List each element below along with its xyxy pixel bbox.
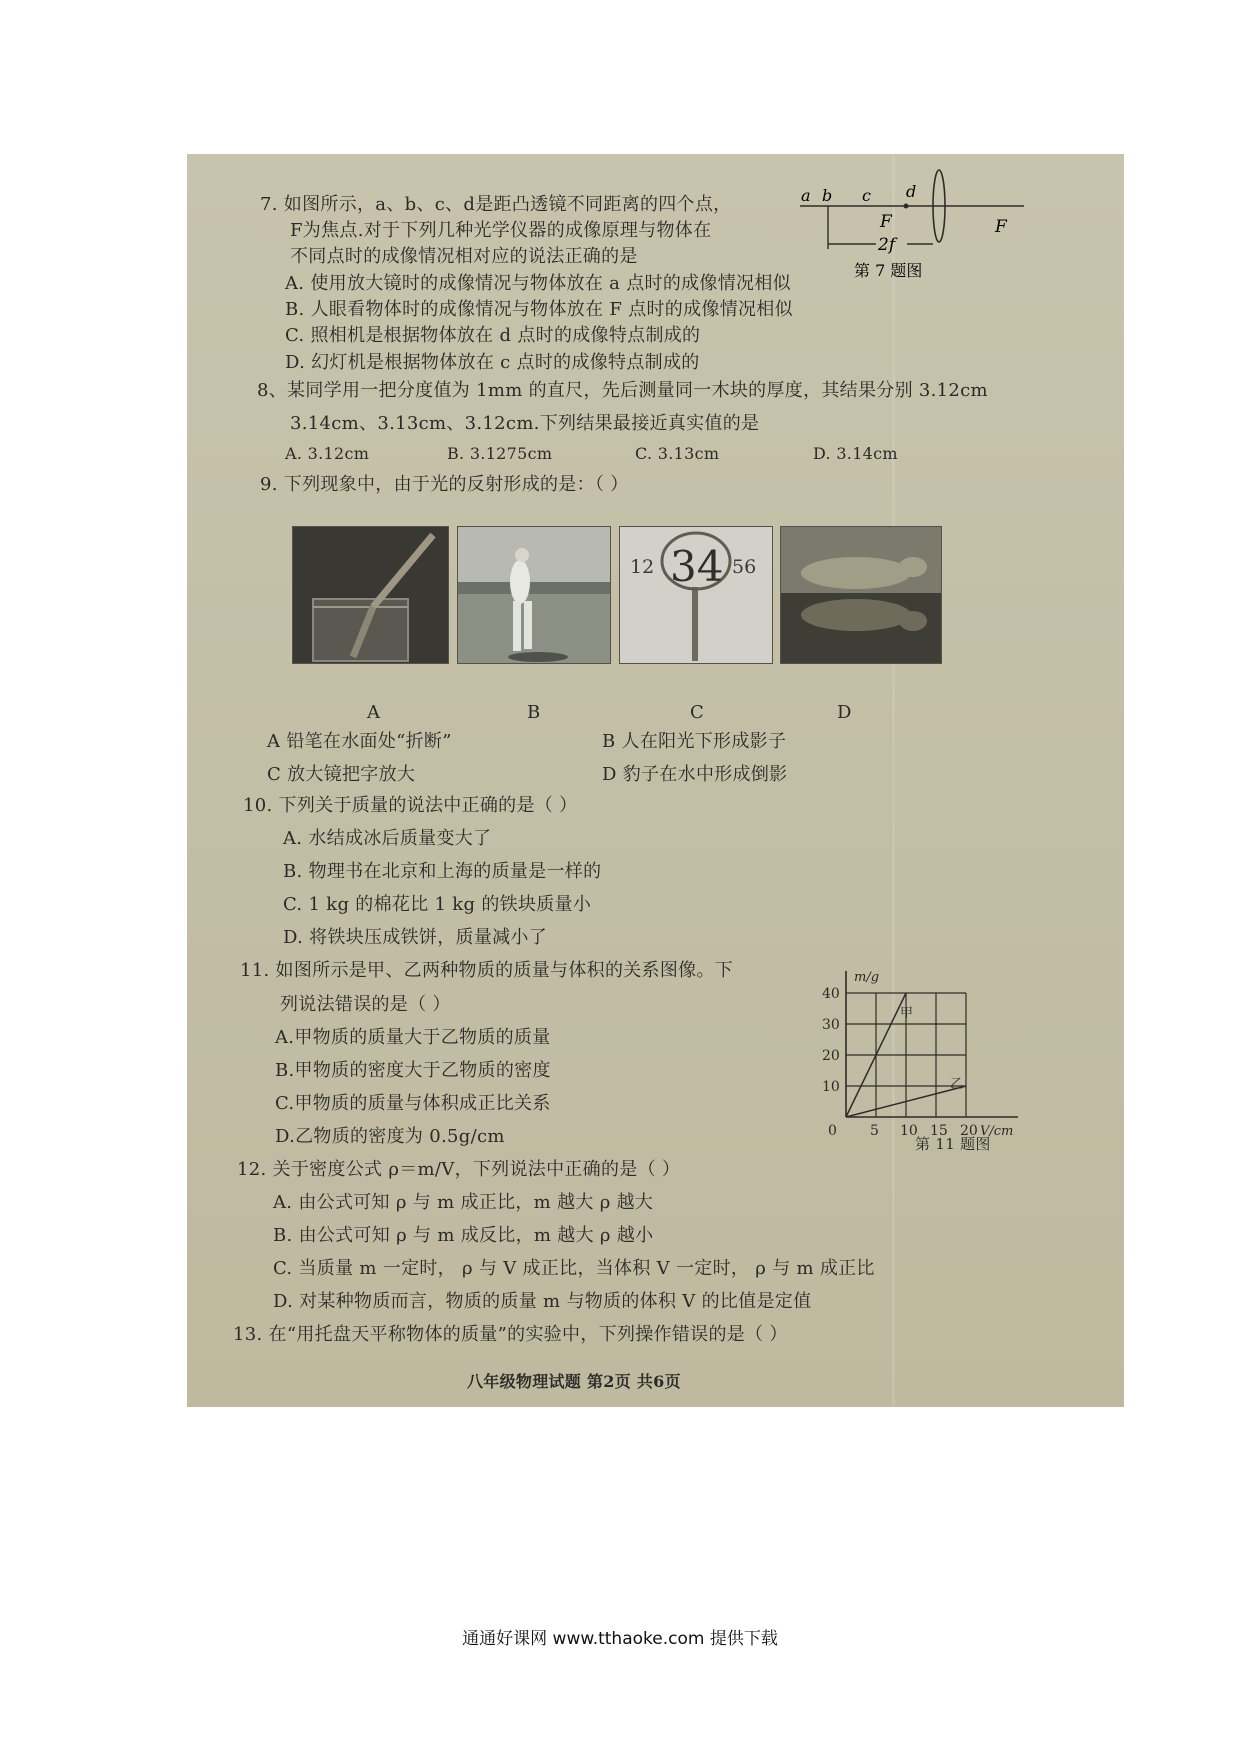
point-d-label: d [906,182,917,201]
q11-option-b: B.甲物质的密度大于乙物质的密度 [275,1060,551,1081]
q9-option-a: A 铅笔在水面处“折断” [267,731,452,752]
c-picture-text-left: 12 [630,556,655,578]
focus-point [904,204,909,209]
y-tick-label: 30 [822,1017,840,1033]
q11-figure-caption: 第 11 题图 [915,1135,991,1153]
golfer-image [458,527,610,663]
q11-option-a: A.甲物质的质量大于乙物质的质量 [275,1027,551,1048]
q9-picture-b [457,526,611,664]
point-c-label: c [862,186,871,205]
y-tick-label: 20 [822,1048,840,1064]
q7-option-b: B. 人眼看物体时的成像情况与物体放在 F 点时的成像情况相似 [285,299,793,320]
focus-right-label: F [995,217,1007,237]
point-a-label: a [801,186,811,205]
x-tick-label: 20 [960,1123,978,1139]
c-picture-text-mid: 34 [670,542,724,591]
q10-option-a: A. 水结成冰后质量变大了 [283,828,492,849]
paper-fold [892,154,895,1407]
q12-option-a: A. 由公式可知 ρ 与 m 成正比，m 越大 ρ 越大 [273,1192,654,1213]
q8-option-c: C. 3.13cm [635,444,720,463]
q9-picture-a-label: A [367,702,380,723]
c-picture-text-right: 56 [732,556,757,578]
q12-option-d: D. 对某种物质而言，物质的质量 m 与物质的体积 V 的比值是定值 [273,1291,812,1312]
q10-stem: 10. 下列关于质量的说法中正确的是（ ） [243,795,578,816]
q11-option-c: C.甲物质的质量与体积成正比关系 [275,1093,551,1114]
exam-photo [187,154,1124,1407]
q11-option-d: D.乙物质的密度为 0.5g/cm [275,1126,505,1147]
q9-picture-d [780,526,942,664]
q9-option-b: B 人在阳光下形成影子 [602,731,787,752]
magnifier-image [620,527,772,663]
q8-option-d: D. 3.14cm [813,444,898,463]
q9-picture-b-label: B [527,702,541,723]
q10-option-c: C. 1 kg 的棉花比 1 kg 的铁块质量小 [283,894,592,915]
q9-option-d: D 豹子在水中形成倒影 [602,764,788,785]
q11-mass-volume-chart [804,939,1034,1139]
q7-stem-line3: 不同点时的成像情况相对应的说法正确的是 [290,246,638,267]
x-tick-label: 5 [870,1123,879,1139]
q7-option-d: D. 幻灯机是根据物体放在 c 点时的成像特点制成的 [285,352,700,373]
q7-figure-caption: 第 7 题图 [854,261,923,280]
q9-picture-c-label: C [690,702,704,723]
q12-option-c: C. 当质量 m 一定时， ρ 与 V 成正比，当体积 V 一定时， ρ 与 m 成正比 [273,1258,875,1279]
q8-option-b: B. 3.1275cm [447,444,553,463]
q8-option-a: A. 3.12cm [285,444,370,463]
x-tick-label: 15 [930,1123,948,1139]
x-axis-label: V/cm [980,1124,1014,1139]
q9-picture-c [619,526,773,664]
q12-option-b: B. 由公式可知 ρ 与 m 成反比，m 越大 ρ 越小 [273,1225,654,1246]
q9-picture-a [292,526,449,664]
two-f-label: 2f [878,235,896,255]
q7-option-c: C. 照相机是根据物体放在 d 点时的成像特点制成的 [285,325,701,346]
x-tick-label: 0 [828,1123,837,1139]
y-tick-label: 40 [822,986,840,1002]
q7-stem-line1: 7. 如图所示，a、b、c、d是距凸透镜不同距离的四个点， [260,194,732,215]
q9-picture-d-label: D [837,702,852,723]
q13-stem: 13. 在“用托盘天平称物体的质量”的实验中，下列操作错误的是（ ） [233,1324,788,1345]
q10-option-d: D. 将铁块压成铁饼，质量减小了 [283,927,548,948]
q7-option-a: A. 使用放大镜时的成像情况与物体放在 a 点时的成像情况相似 [285,273,791,294]
series-label-2: 乙 [950,1077,964,1092]
site-footer: 通通好课网 www.tthaoke.com 提供下载 [462,1629,778,1649]
pencil-in-water-image [293,527,448,663]
q8-stem-line1: 8、某同学用一把分度值为 1mm 的直尺，先后测量同一木块的厚度，其结果分别 3.12cm [257,380,988,401]
q9-option-c: C 放大镜把字放大 [267,764,416,785]
q12-stem: 12. 关于密度公式 ρ＝m/V，下列说法中正确的是（ ） [237,1159,681,1180]
q9-stem: 9. 下列现象中，由于光的反射形成的是：（ ） [260,474,629,495]
y-tick-label: 10 [822,1079,840,1095]
q7-stem-line2: F为焦点.对于下列几种光学仪器的成像原理与物体在 [290,220,712,241]
q10-option-b: B. 物理书在北京和上海的质量是一样的 [283,861,602,882]
point-b-label: b [822,186,833,205]
q11-stem-line1: 11. 如图所示是甲、乙两种物质的质量与体积的关系图像。下 [240,960,734,981]
series-label-1: 甲 [900,1006,914,1021]
q11-stem-line2: 列说法错误的是（ ） [280,994,451,1015]
leopard-reflection-image [781,527,941,663]
focus-left-label: F [880,212,892,232]
q7-lens-figure [792,164,1032,284]
y-axis-label: m/g [854,970,880,985]
page-footer: 八年级物理试题 第2页 共6页 [467,1372,681,1391]
q8-stem-line2: 3.14cm、3.13cm、3.12cm.下列结果最接近真实值的是 [290,413,760,434]
x-tick-label: 10 [900,1123,918,1139]
